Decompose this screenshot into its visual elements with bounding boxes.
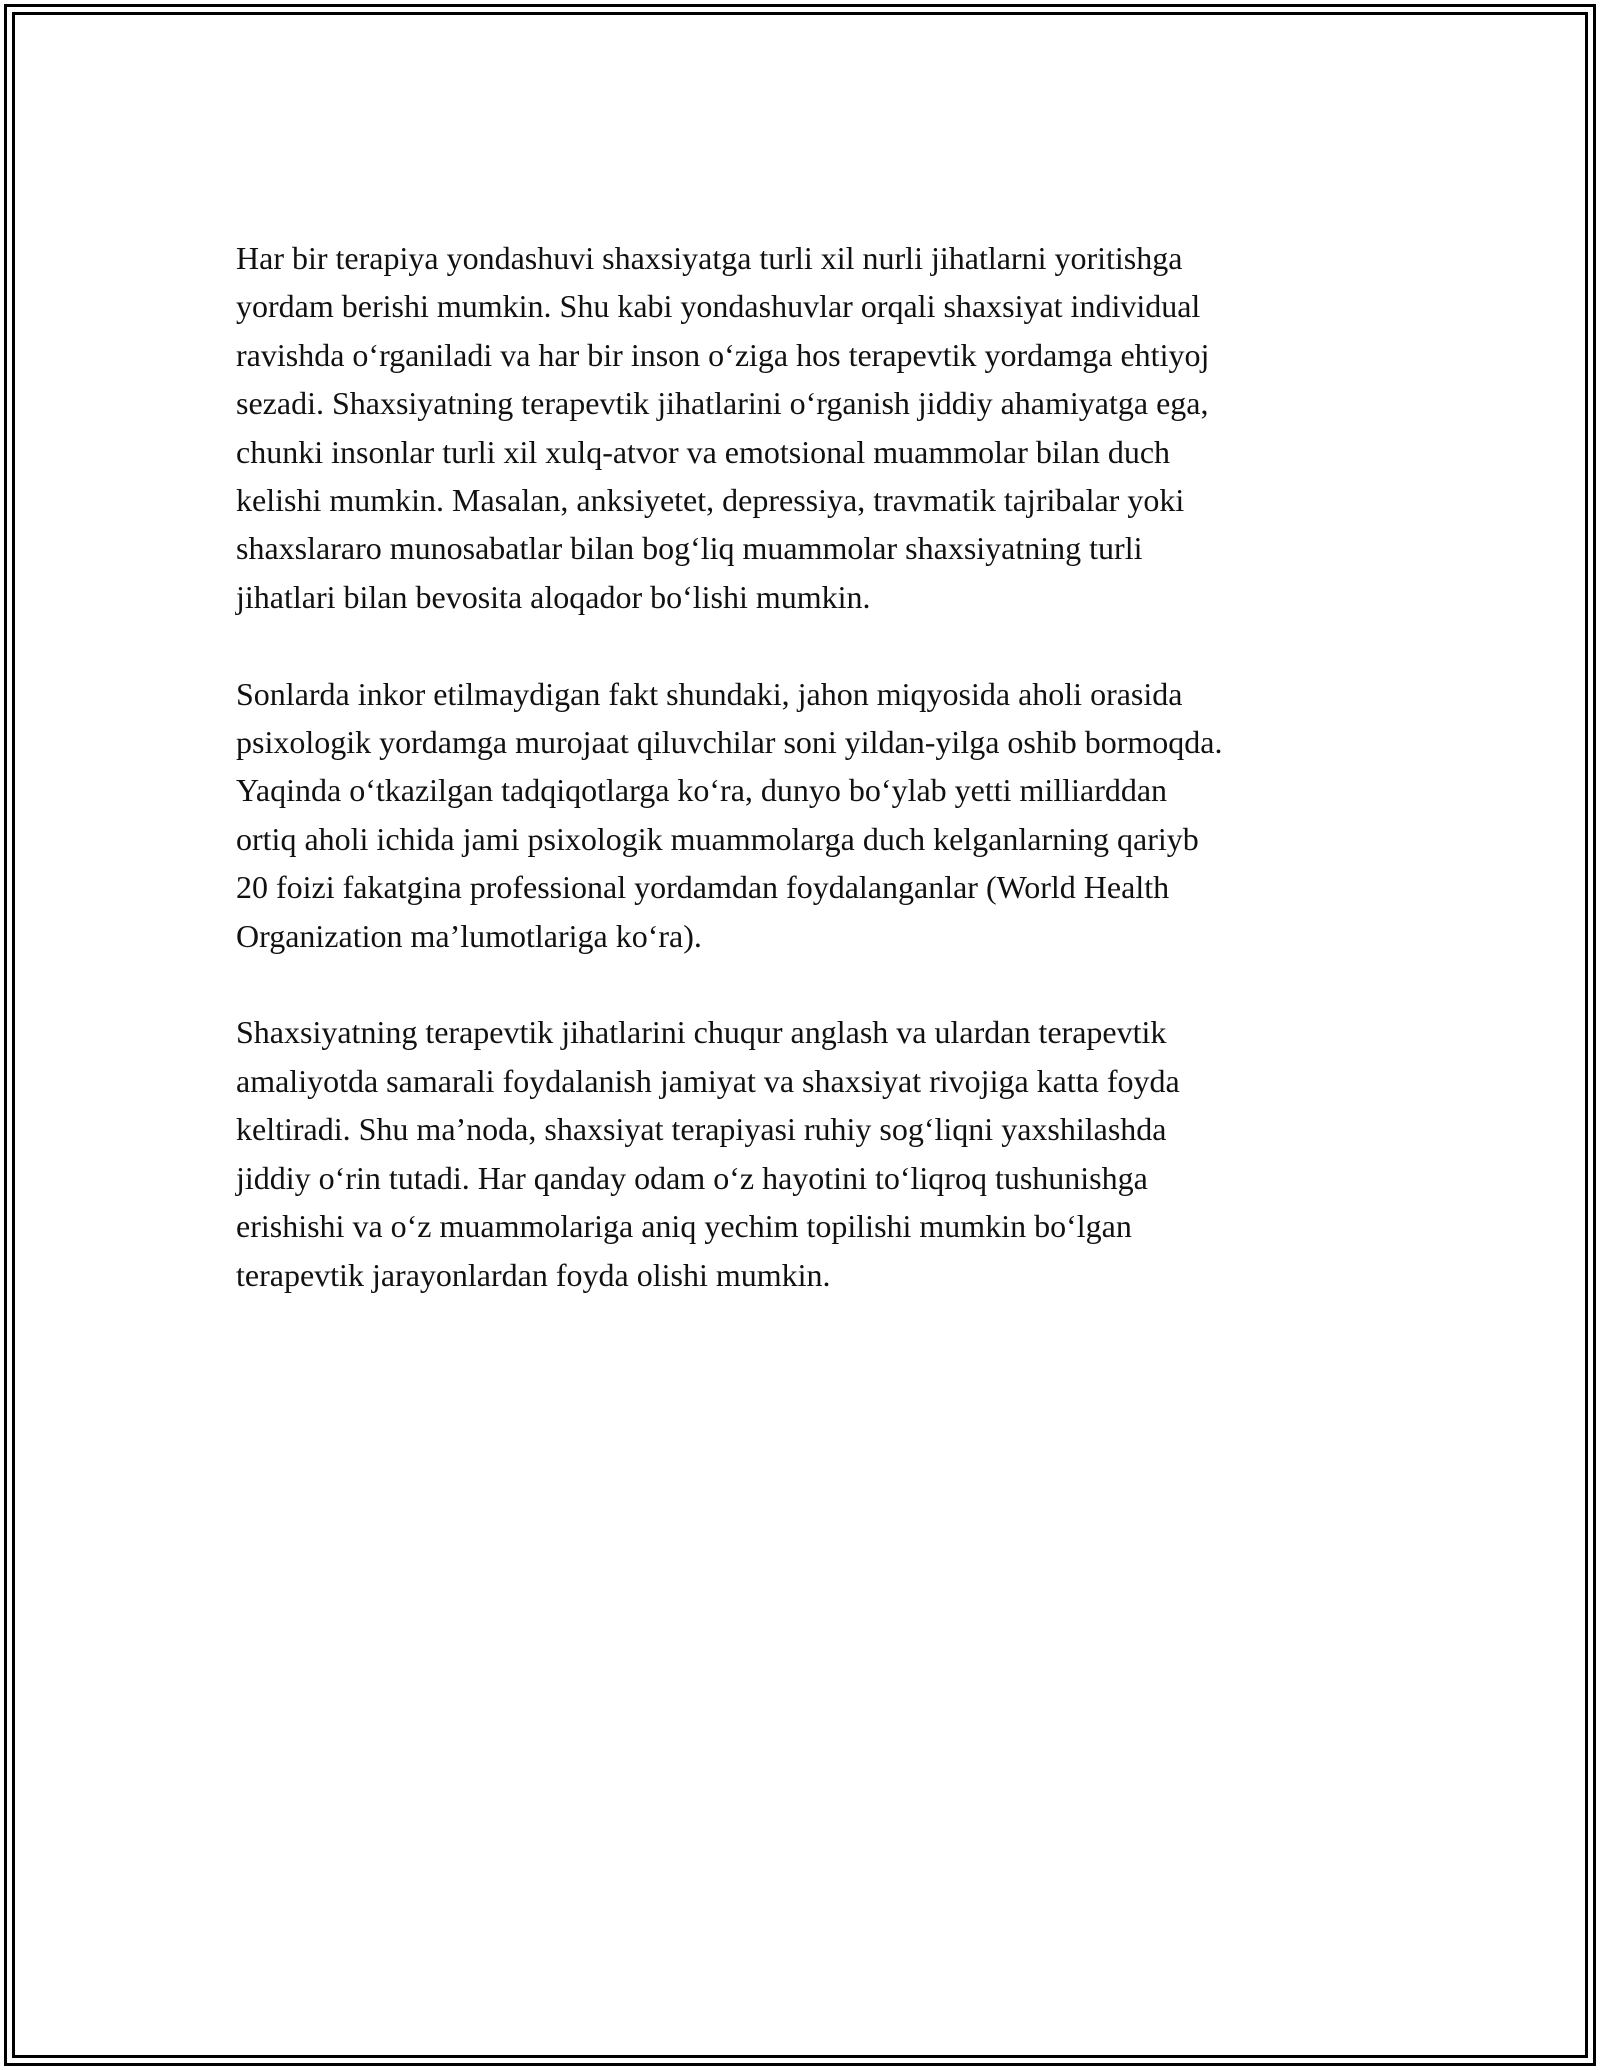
text-line: sezadi. Shaxsiyatning terapevtik jihatlarini o‘rganish jiddiy ahamiyatga ega, bbox=[236, 385, 1209, 422]
text-line: Organization ma’lumotlariga ko‘ra). bbox=[236, 917, 702, 954]
paragraph-2 bbox=[236, 670, 1376, 960]
text-line: kelishi mumkin. Masalan, anksiyetet, depressiya, travmatik tajribalar yoki bbox=[236, 482, 1185, 519]
text-line: shaxslararo munosabatlar bilan bog‘liq muammolar shaxsiyatning turli bbox=[236, 530, 1143, 567]
paragraph-1 bbox=[236, 234, 1376, 621]
paragraph-3 bbox=[236, 1008, 1376, 1298]
text-line: ravishda o‘rganiladi va har bir inson o‘ziga hos terapevtik yordamga ehtiyoj bbox=[236, 336, 1210, 373]
text-line: keltiradi. Shu ma’noda, shaxsiyat terapiyasi ruhiy sog‘liqni yaxshilashda bbox=[236, 1111, 1167, 1148]
text-line: amaliyotda samarali foydalanish jamiyat va shaxsiyat rivojiga katta foyda bbox=[236, 1062, 1180, 1099]
text-line: jiddiy o‘rin tutadi. Har qanday odam o‘z hayotini to‘liqroq tushunishga bbox=[236, 1159, 1148, 1196]
text-line: yordam berishi mumkin. Shu kabi yondashuvlar orqali shaxsiyat individual bbox=[236, 288, 1201, 325]
text-line: erishishi va o‘z muammolariga aniq yechim topilishi mumkin bo‘lgan bbox=[236, 1208, 1132, 1245]
text-line: psixologik yordamga murojaat qiluvchilar soni yildan-yilga oshib bormoqda. bbox=[236, 724, 1223, 761]
text-line: chunki insonlar turli xil xulq-atvor va emotsional muammolar bilan duch bbox=[236, 433, 1171, 470]
text-line: 20 foizi fakatgina professional yordamdan foydalanganlar (World Health bbox=[236, 869, 1170, 906]
text-line: Sonlarda inkor etilmaydigan fakt shundaki, jahon miqyosida aholi orasida bbox=[236, 675, 1183, 712]
text-line: ortiq aholi ichida jami psixologik muammolarga duch kelganlarning qariyb bbox=[236, 820, 1199, 857]
text-line: Har bir terapiya yondashuvi shaxsiyatga turli xil nurli jihatlarni yoritishga bbox=[236, 240, 1183, 276]
text-line: Yaqinda o‘tkazilgan tadqiqotlarga ko‘ra, dunyo bo‘ylab yetti milliarddan bbox=[236, 772, 1168, 809]
text-line: terapevtik jarayonlardan foyda olishi mumkin. bbox=[236, 1256, 831, 1293]
text-line: Shaxsiyatning terapevtik jihatlarini chuqur anglash va ulardan terapevtik bbox=[236, 1014, 1167, 1051]
text-line: jihatlari bilan bevosita aloqador bo‘lishi mumkin. bbox=[236, 578, 871, 615]
document-body bbox=[236, 234, 1376, 1347]
